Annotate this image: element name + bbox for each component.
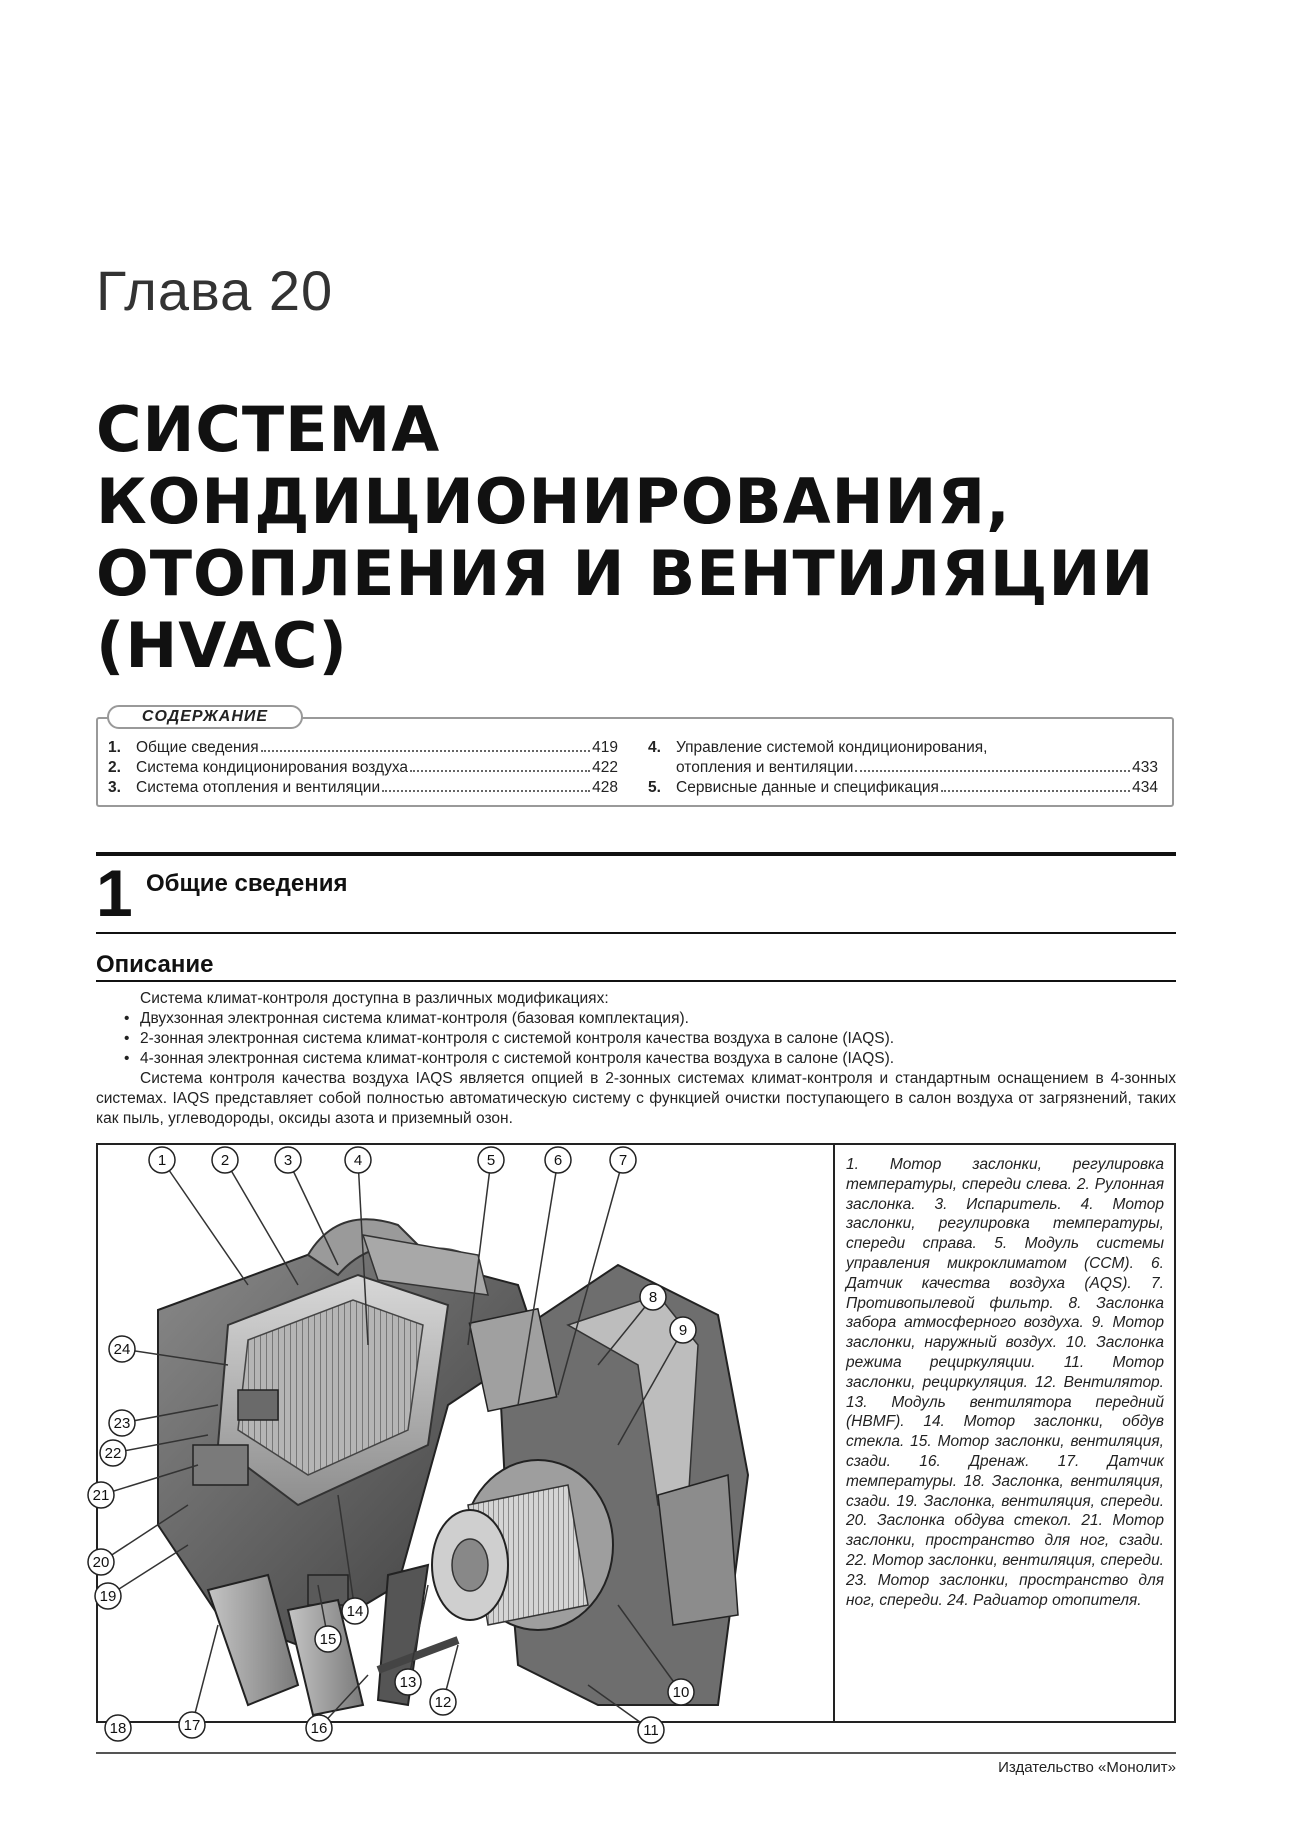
toc-item[interactable]: 3. Система отопления и вентиляции 428 [108, 779, 618, 796]
toc-item[interactable]: 4. Управление системой кондиционирования, [648, 739, 988, 756]
title-line: СИСТЕМА [96, 393, 441, 466]
callout-4 [345, 1147, 371, 1173]
svg-text:21: 21 [92, 1487, 110, 1504]
toc-heading: СОДЕРЖАНИЕ [107, 705, 303, 729]
toc-item-continuation[interactable]: отопления и вентиляции 433 [676, 759, 1158, 776]
svg-text:8: 8 [648, 1289, 658, 1306]
callout-11 [638, 1717, 664, 1743]
intro-paragraph: Система климат-контроля доступна в различных модификациях: [140, 990, 609, 1007]
section-rule-top [96, 852, 1176, 856]
svg-text:1: 1 [157, 1152, 167, 1169]
callout-21 [88, 1482, 114, 1508]
callout-14 [342, 1598, 368, 1624]
hvac-unit-diagram [92, 1145, 833, 1739]
toc-column-left [108, 738, 618, 798]
callout-9 [670, 1317, 696, 1343]
svg-text:3: 3 [283, 1152, 293, 1169]
svg-text:22: 22 [104, 1445, 122, 1462]
toc-column-right [648, 738, 1158, 798]
subsection-title: Описание [96, 951, 214, 978]
description-text [96, 989, 1176, 1129]
footer-rule [96, 1752, 1176, 1754]
callout-23 [109, 1410, 135, 1436]
callout-15 [315, 1626, 341, 1652]
svg-text:7: 7 [618, 1152, 628, 1169]
callout-7 [610, 1147, 636, 1173]
svg-text:2: 2 [220, 1152, 230, 1169]
subsection-rule [96, 980, 1176, 982]
body-paragraph: Система контроля качества воздуха IAQS является опцией в 2-зонных системах климат-контроля и стандартным оснащением в 4-зонных системах. IAQS представляет собой полностью автоматическую систему с функцией очистки поступающего в салон воздуха от загрязнений, таких как пыль, углеводороды, оксиды азота и приземный озон. [96, 1070, 1176, 1127]
svg-text:18: 18 [109, 1720, 127, 1737]
callout-13 [395, 1669, 421, 1695]
figure-caption: 1. Мотор заслонки, регулировка температуры, спереди слева. 2. Рулонная заслонка. 3. Испаритель. 4. Мотор заслонки, регулировка температуры, спереди справа. 5. Модуль системы управления микроклиматом (CCM). 6. Датчик качества воздуха (AQS). 7. Противопылевой фильтр. 8. Заслонка забора атмосферного воздуха. 9. Мотор заслонки, наружный воздух. 10. Заслонка режима рециркуляции. 11. Мотор заслонки, рециркуляция. 12. Вентилятор. 13. Модуль вентилятора передний (HBMF). 14. Мотор заслонки, обдув стекла. 15. Мотор заслонки, вентиляция, сзади. 16. Дренаж. 17. Датчик температуры. 18. Заслонка, вентиляция, сзади. 19. Заслонка, вентиляция, спереди. 20. Заслонка обдува стекол. 21. Мотор заслонки, пространство для ног, сзади. 22. Мотор заслонки, вентиляция, спереди. 23. Мотор заслонки, пространство для ног, спереди. 24. Радиатор отопителя. [846, 1156, 1164, 1609]
svg-text:19: 19 [99, 1588, 117, 1605]
svg-text:10: 10 [672, 1684, 690, 1701]
svg-text:23: 23 [113, 1415, 131, 1432]
callout-1 [149, 1147, 175, 1173]
toc-item[interactable]: 1. Общие сведения 419 [108, 739, 618, 756]
callout-16 [306, 1715, 332, 1741]
callout-24 [109, 1336, 135, 1362]
svg-text:6: 6 [553, 1152, 563, 1169]
svg-text:20: 20 [92, 1554, 110, 1571]
bullet-item: • 4-зонная электронная система климат-контроля с системой контроля качества воздуха в салоне (IAQS). [96, 1049, 1176, 1069]
blower-fan [432, 1460, 613, 1630]
chapter-title [96, 394, 1216, 682]
callout-22 [100, 1440, 126, 1466]
svg-text:14: 14 [346, 1603, 364, 1620]
section-rule-bottom [96, 932, 1176, 934]
svg-text:16: 16 [310, 1720, 328, 1737]
callout-12 [430, 1689, 456, 1715]
callout-17 [179, 1712, 205, 1738]
svg-text:12: 12 [434, 1694, 452, 1711]
toc-item[interactable]: 2. Система кондиционирования воздуха 422 [108, 759, 618, 776]
callout-19 [95, 1583, 121, 1609]
callout-20 [88, 1549, 114, 1575]
callout-8 [640, 1284, 666, 1310]
title-line: ОТОПЛЕНИЯ И ВЕНТИЛЯЦИИ [96, 537, 1155, 610]
callout-10 [668, 1679, 694, 1705]
svg-text:5: 5 [486, 1152, 496, 1169]
svg-text:15: 15 [319, 1631, 337, 1648]
callout-2 [212, 1147, 238, 1173]
section-title: Общие сведения [146, 870, 348, 897]
svg-text:4: 4 [353, 1152, 363, 1169]
chapter-label: Глава 20 [96, 259, 334, 322]
title-line: (HVAC) [96, 609, 348, 682]
callout-3 [275, 1147, 301, 1173]
section-number: 1 [96, 856, 133, 930]
svg-text:13: 13 [399, 1674, 417, 1691]
publisher-name: Издательство «Монолит» [998, 1759, 1176, 1776]
callout-6 [545, 1147, 571, 1173]
toc-item[interactable]: 5. Сервисные данные и спецификация 434 [648, 779, 1158, 796]
svg-text:9: 9 [678, 1322, 688, 1339]
svg-text:24: 24 [113, 1341, 131, 1358]
bullet-item: • Двухзонная электронная система климат-контроля (базовая комплектация). [96, 1009, 1176, 1029]
bullet-item: • 2-зонная электронная система климат-контроля с системой контроля качества воздуха в салоне (IAQS). [96, 1029, 1176, 1049]
svg-text:11: 11 [643, 1722, 659, 1739]
callout-5 [478, 1147, 504, 1173]
title-line: КОНДИЦИОНИРОВАНИЯ, [96, 465, 1011, 538]
figure-divider [833, 1143, 835, 1723]
svg-text:17: 17 [183, 1717, 201, 1734]
callout-18 [105, 1715, 131, 1741]
